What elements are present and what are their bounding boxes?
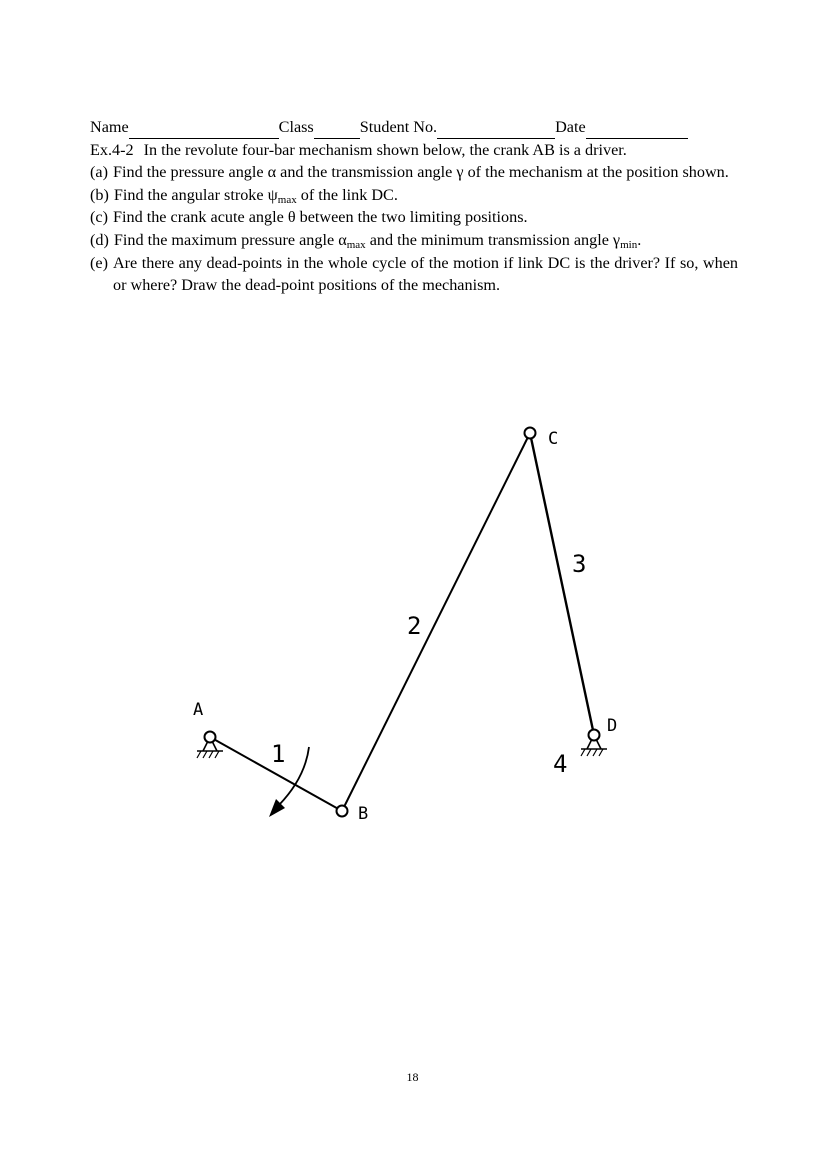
exercise-intro-text: In the revolute four-bar mechanism shown below, the crank AB is a driver. <box>143 140 627 159</box>
page-number: 18 <box>406 1070 419 1084</box>
link-3-rocker-cd <box>530 433 594 735</box>
label-link-3: 3 <box>572 550 587 578</box>
question-label: (b) <box>90 185 109 204</box>
label-link-1: 1 <box>271 740 286 768</box>
name-label: Name <box>90 118 129 136</box>
question-label: (a) <box>90 163 108 182</box>
label-d: D <box>607 716 618 736</box>
question-text: Find the crank acute angle θ between the two limiting positions. <box>112 208 528 227</box>
question-text: Find the maximum pressure angle $\alpha_{max}$ and the minimum transmission angle $\gamma_{min}$. <box>113 230 642 251</box>
joint-c <box>525 428 536 439</box>
question-label: (d) <box>90 230 109 249</box>
joint-d <box>589 730 600 741</box>
date-label: Date <box>555 118 586 136</box>
question-label: (e) <box>90 253 108 272</box>
question-text: Find the angular stroke $\psi_{max}$ of the link DC. <box>113 185 398 206</box>
question-label: (c) <box>90 208 108 227</box>
joint-a <box>205 732 216 743</box>
class-label: Class <box>278 118 314 136</box>
label-link-2: 2 <box>407 612 422 640</box>
question-text: Are there any dead-points in the whole cycle of the motion if link DC is the driver? If so, when or where? Draw the dead-point positions of the mechanism. <box>112 253 738 295</box>
label-a: A <box>193 700 204 720</box>
exercise-label: Ex.4-2 <box>90 140 134 159</box>
question-text: Find the pressure angle α and the transmission angle γ of the mechanism at the position shown. <box>112 163 729 182</box>
label-b: B <box>358 804 369 824</box>
label-c: C <box>548 429 559 449</box>
label-link-4: 4 <box>553 750 568 778</box>
joint-b <box>337 806 348 817</box>
link-2-coupler-bc <box>342 433 530 811</box>
student-no-label: Student No. <box>359 118 438 136</box>
